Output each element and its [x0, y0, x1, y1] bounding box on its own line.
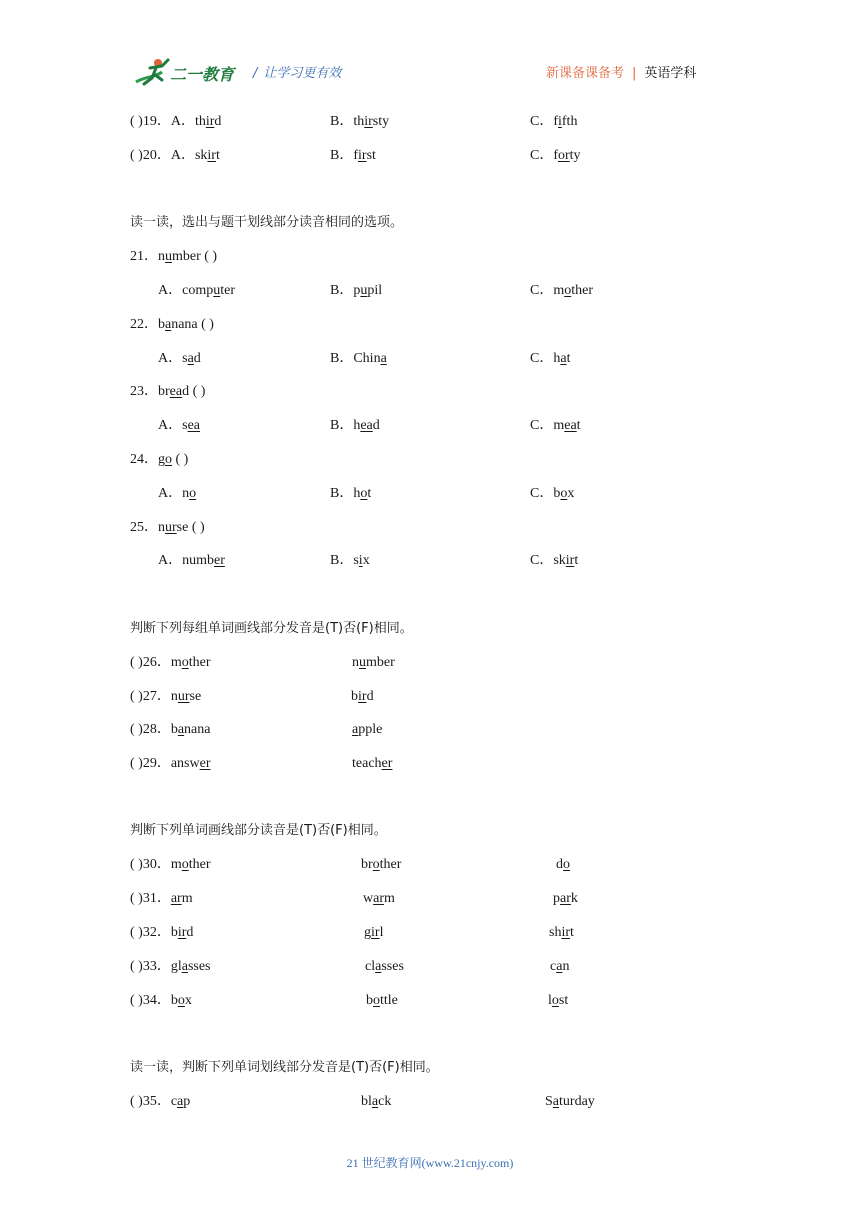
question-26-word-1: ( )26．mother — [130, 655, 211, 670]
question-32-word-3: shirt — [549, 925, 574, 940]
question-22-option-c: C．hat — [530, 351, 571, 366]
question-24-option-c: C．box — [530, 486, 575, 501]
question-30-word-3: do — [556, 857, 570, 872]
question-32-word-2: girl — [364, 925, 384, 940]
question-24-stem: 24．go ( ) — [130, 452, 189, 467]
logo — [132, 56, 240, 90]
question-25-option-a: A．number — [158, 553, 225, 568]
question-22-option-a: A．sad — [158, 351, 201, 366]
question-21-option-c: C．mother — [530, 283, 593, 298]
question-23-option-a: A．sea — [158, 418, 200, 433]
question-22-option-b: B．China — [330, 351, 387, 366]
question-27-word-2: bird — [351, 689, 374, 704]
question-25-option-b: B．six — [330, 553, 370, 568]
question-20-number: ( )20．A．skirt — [130, 148, 220, 163]
question-21-option-b: B．pupil — [330, 283, 383, 298]
question-35-word-2: black — [361, 1094, 392, 1109]
question-31-word-3: park — [553, 891, 578, 906]
question-31-word-2: warm — [363, 891, 395, 906]
question-29-word-2: teacher — [352, 756, 393, 771]
question-19-option-c: C．fifth — [530, 114, 578, 129]
question-20-option-b: B．first — [330, 148, 376, 163]
question-21-stem: 21．number ( ) — [130, 249, 218, 264]
question-34-word-2: bottle — [366, 993, 398, 1008]
question-33-word-1: ( )33．glasses — [130, 959, 211, 974]
question-19-number: ( )19．A．third — [130, 114, 222, 129]
section-3-title: 判断下列单词画线部分读音是(T)否(F)相同。 — [130, 823, 387, 838]
header-slogan: / 让学习更有效 — [253, 66, 342, 81]
question-32-word-1: ( )32．bird — [130, 925, 194, 940]
section-1-title: 读一读，选出与题干划线部分读音相同的选项。 — [130, 215, 404, 230]
running-figure-icon — [132, 56, 240, 90]
question-25-option-c: C．skirt — [530, 553, 579, 568]
question-28-word-1: ( )28．banana — [130, 722, 211, 737]
question-23-option-c: C．meat — [530, 418, 581, 433]
header-subject: 新课备课备考 | 英语学科 — [546, 66, 697, 81]
question-26-word-2: number — [352, 655, 395, 670]
question-22-stem: 22．banana ( ) — [130, 317, 214, 332]
question-34-word-1: ( )34．box — [130, 993, 192, 1008]
question-21-option-a: A．computer — [158, 283, 235, 298]
question-28-word-2: apple — [352, 722, 383, 737]
question-19-option-b: B．thirsty — [330, 114, 390, 129]
section-2-title: 判断下列每组单词画线部分发音是(T)否(F)相同。 — [130, 621, 413, 636]
question-27-word-1: ( )27．nurse — [130, 689, 202, 704]
question-23-stem: 23．bread ( ) — [130, 384, 206, 399]
question-33-word-2: classes — [365, 959, 404, 974]
section-4-title: 读一读，判断下列单词划线部分发音是(T)否(F)相同。 — [130, 1060, 439, 1075]
question-33-word-3: can — [550, 959, 570, 974]
question-24-option-a: A．no — [158, 486, 197, 501]
question-31-word-1: ( )31．arm — [130, 891, 193, 906]
question-35-word-1: ( )35．cap — [130, 1094, 191, 1109]
question-34-word-3: lost — [548, 993, 569, 1008]
question-30-word-2: brother — [361, 857, 402, 872]
question-20-option-c: C．forty — [530, 148, 581, 163]
question-35-word-3: Saturday — [545, 1094, 595, 1109]
question-25-stem: 25．nurse ( ) — [130, 520, 205, 535]
page-footer[interactable]: 21 世纪教育网(www.21cnjy.com) — [346, 1156, 514, 1170]
question-24-option-b: B．hot — [330, 486, 372, 501]
question-23-option-b: B．head — [330, 418, 380, 433]
question-29-word-1: ( )29．answer — [130, 756, 211, 771]
svg-text:二一教育: 二一教育 — [170, 65, 235, 84]
question-30-word-1: ( )30．mother — [130, 857, 211, 872]
